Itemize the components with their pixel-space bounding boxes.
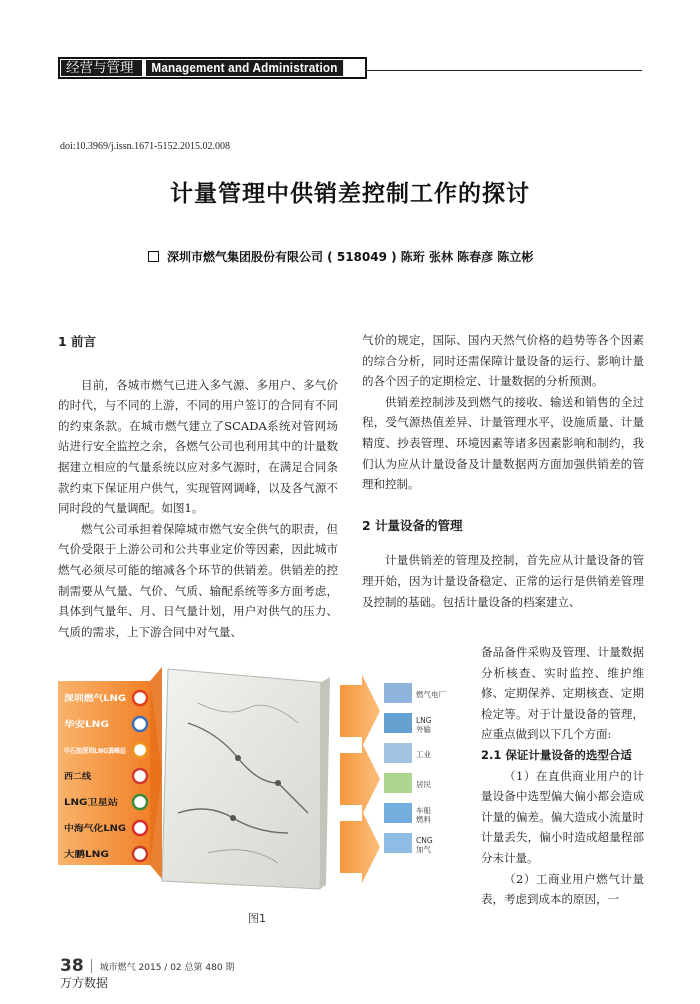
figure-source-label: LNG卫星站 xyxy=(64,798,110,808)
left-paragraph-1: 目前，各城市燃气已进入多气源、多用户、多气价的时代，与不同的上游，不同的用户签订的合同有不同的约束条款。在城市燃气建立了SCADA系统对管网场站进行安全监控之余，各燃气公司也利用其中的计量数据建立相应的气量系统以应对多气源时，在满足合同条款约束下保证用户供气，实现管网调峰，以及各气源不同时段的气量调配。如图1。 xyxy=(58,377,338,516)
source-logo-icon xyxy=(133,847,147,861)
figure-user-label: 工业 xyxy=(416,750,431,759)
figure-user-label: LNG 外输 xyxy=(416,716,432,734)
figure-source-label: 西二线 xyxy=(64,772,90,782)
source-logo-icon xyxy=(133,769,147,783)
source-logo-icon xyxy=(133,743,147,757)
figure-source-label: 大鹏LNG xyxy=(64,850,101,860)
square-bullet-icon xyxy=(148,251,159,262)
figure-user-label: CNG 加气 xyxy=(416,836,433,854)
right-paragraph-5: （1）在直供商业用户的计量设备中选型偏大偏小都会造成计量的偏差。偏大造成小流量时计量丢失，偏小时造成超量程部分未计量。 xyxy=(481,768,644,865)
user-type-picture-icon xyxy=(384,683,412,703)
figure-source-label: 华安LNG xyxy=(64,720,101,730)
issue-info: 城市燃气 2015 / 02 总第 480 期 xyxy=(99,962,235,973)
header-badge xyxy=(58,57,367,79)
right-narrow-column xyxy=(481,642,644,910)
wanfang-watermark: 万方数据 xyxy=(60,976,109,990)
figure-caption: 图1 xyxy=(248,912,266,925)
page-number: 38 xyxy=(60,956,84,976)
section-1-heading: 1 前言 xyxy=(58,334,97,349)
source-logo-icon xyxy=(133,717,147,731)
right-paragraph-2: 供销差控制涉及到燃气的接收、输送和销售的全过程，受气源热值差异、计量管理水平，设施质量、计量精度、抄表管理、环境因素等诸多因素影响和制约，我们认为应从计量设备及计量数据两方面加强供销差的管理和控制。 xyxy=(362,394,644,492)
section-2-heading: 2 计量设备的管理 xyxy=(362,517,463,533)
source-logo-icon xyxy=(133,821,147,835)
right-paragraph-6: （2）工商业用户燃气计量表，考虑到成本的原因，一 xyxy=(481,871,644,907)
user-type-picture-icon xyxy=(384,773,412,793)
pipeline-map xyxy=(162,669,328,889)
footer-divider xyxy=(91,959,92,973)
authors: 深圳市燃气集团股份有限公司 ( 518049 ) 陈珩 张林 陈春彦 陈立彬 xyxy=(167,250,534,264)
map-side xyxy=(320,677,330,889)
user-type-picture-icon xyxy=(384,833,412,853)
map-node xyxy=(235,755,241,761)
right-paragraph-3: 计量供销差的管理及控制，首先应从计量设备的管理开始，因为计量设备稳定、正常的运行是供销差管理及控制的基础。包括计量设备的档案建立、 xyxy=(362,553,644,609)
source-logo-icon xyxy=(133,691,147,705)
user-type-picture-icon xyxy=(384,803,412,823)
figure-user-label: 居民 xyxy=(416,780,431,789)
right-paragraph-4: 备品备件采购及管理、计量数据分析核查、实时监控、维护维修、定期保养、定期核查、定期检定等。对于计量设备的管理，应重点做到以下几个方面: xyxy=(481,645,644,742)
source-logo-icon xyxy=(133,795,147,809)
doi: doi:10.3969/j.issn.1671-5152.2015.02.008 xyxy=(60,141,231,152)
page-footer xyxy=(60,956,234,976)
article-title: 计量管理中供销差控制工作的探讨 xyxy=(170,181,530,207)
figure-user-label: 燃气电厂 xyxy=(416,690,446,699)
left-paragraph-2: 燃气公司承担着保障城市燃气安全供气的职责，但气价受限于上游公司和公共事业定价等因素，因此城市燃气必须尽可能的缩减各个环节的供销差。供销差的控制需要从气量、气价、气质、输配系统等多方面考虑，具体到气量年、月、日气量计划，用户对供气的压力、气质的需求，上下游合同中对气量、 xyxy=(58,521,338,639)
journal-header xyxy=(58,57,642,79)
figure-1-diagram xyxy=(58,663,478,895)
subsection-2-1-heading: 2.1 保证计量设备的选型合适 xyxy=(481,747,632,762)
user-type-picture-icon xyxy=(384,743,412,763)
authors-line xyxy=(148,248,533,265)
right-column xyxy=(362,330,644,612)
left-column xyxy=(58,332,338,642)
figure-source-label: 中石油深圳LNG调峰站 xyxy=(64,747,137,755)
map-node xyxy=(275,780,281,786)
figure-source-label: 中海气化LNG xyxy=(64,824,118,834)
figure-user-label: 车船燃料 xyxy=(416,806,431,824)
users-arrows xyxy=(340,675,380,883)
header-en: Management and Administration xyxy=(146,60,343,76)
user-type-picture-icon xyxy=(384,713,412,733)
map-node xyxy=(230,815,236,821)
sources-arrow-tip xyxy=(150,667,162,879)
right-paragraph-1: 气价的规定，国际、国内天然气价格的趋势等各个因素的综合分析，同时还需保障计量设备的运行、影响计量的各个因子的定期检定、计量数据的分析预测。 xyxy=(362,333,644,389)
figure-source-label: 深圳燃气LNG xyxy=(64,694,118,704)
header-cn: 经营与管理 xyxy=(61,60,142,76)
